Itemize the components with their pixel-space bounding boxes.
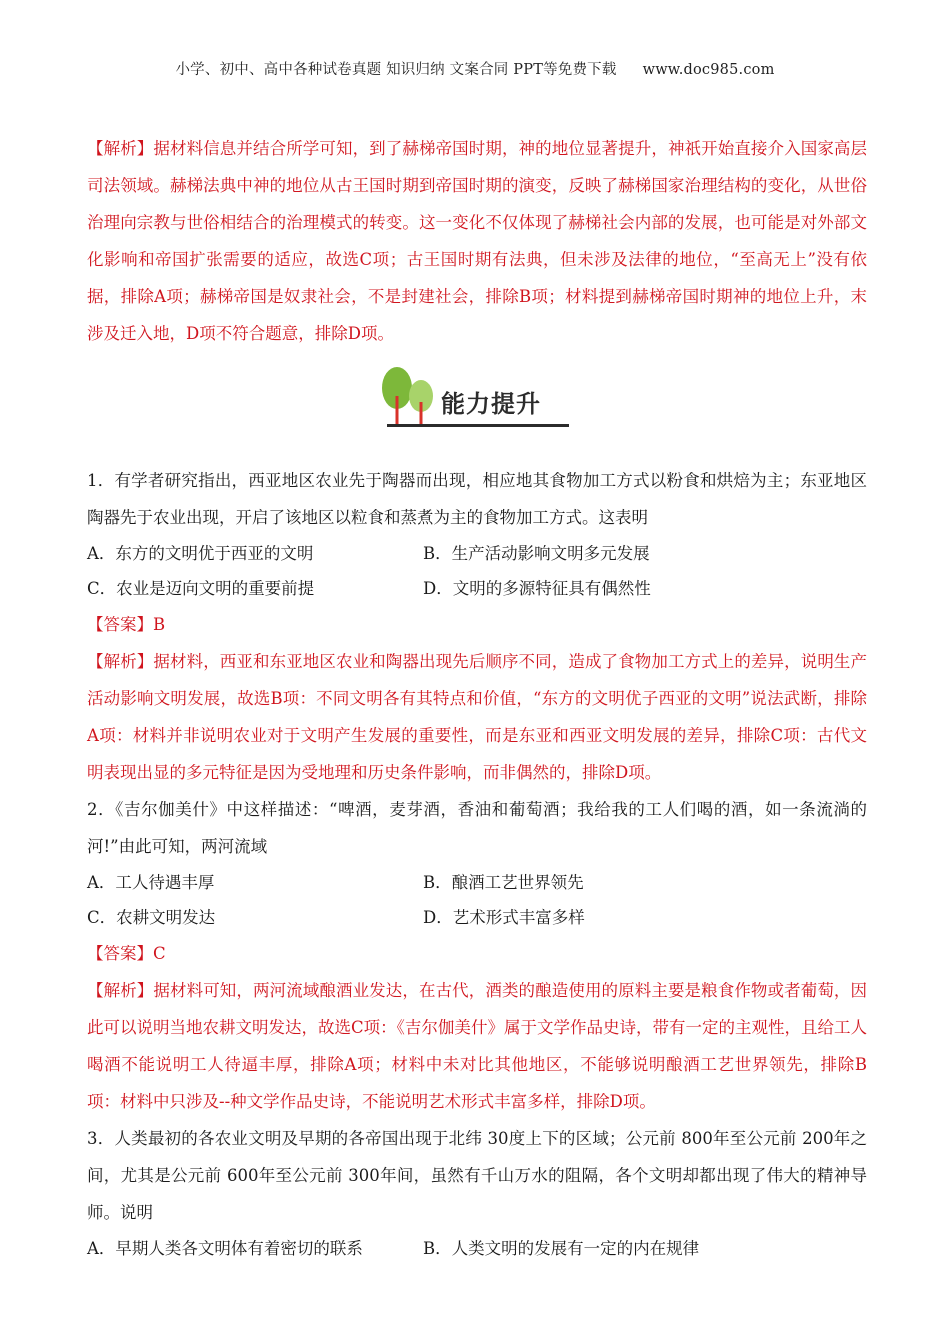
option-d: D．艺术形式丰富多样 [423, 908, 585, 927]
option-b: B．酿酒工艺世界领先 [423, 873, 584, 892]
options-row [87, 1231, 867, 1266]
document-body [87, 130, 867, 1266]
options-row [87, 536, 867, 571]
options-row [87, 571, 867, 606]
analysis-text: 据材料信息并结合所学可知，到了赫梯帝国时期，神的地位显著提升，神祇开始直接介入国家高层司法领域。赫梯法典中神的地位从古王国时期到帝国时期的演变，反映了赫梯国家治理结构的变化，从世俗治理向宗教与世俗相结合的治理模式的转变。这一变化不仅体现了赫梯社会内部的发展，也可能是对外部文化影响和帝国扩张需要的适应，故选C项；古王国时期有法典，但未涉及法律的地位，“至高无上”没有依据，排除A项；赫梯帝国是奴隶社会，不是封建社会，排除B项；材料提到赫梯帝国时期神的地位上升，末涉及迁入地，D项不符合题意，排除D项。 [87, 139, 868, 343]
analysis-label: 【解析】 [87, 981, 154, 1000]
banner-underline [387, 424, 569, 427]
section-title: 能力提升 [441, 390, 541, 418]
question-2 [87, 791, 867, 1120]
option-b: B．生产活动影响文明多元发展 [423, 544, 650, 563]
question-stem: 1．有学者研究指出，西亚地区农业先于陶器而出现，相应地其食物加工方式以粉食和烘焙为主；东亚地区陶器先于农业出现，开启了该地区以粒食和蒸煮为主的食物加工方式。这表明 [87, 471, 867, 527]
answer [87, 935, 867, 972]
analysis-text: 据材料可知，两河流域酿酒业发达，在古代，酒类的酿造使用的原料主要是粮食作物或者葡萄，因此可以说明当地农耕文明发达，故选C项：《吉尔伽美什》属于文学作品史诗，带有一定的主观性，且给工人喝酒不能说明工人待逼丰厚，排除A项；材料中未对比其他地区，不能够说明酿酒工艺世界领先，排除B项：材料中只涉及--种文学作品史诗，不能说明艺术形式丰富多样，排除D项。 [87, 981, 868, 1111]
answer-label: 【答案】 [87, 944, 153, 963]
analysis-text: 据材料，西亚和东亚地区农业和陶器出现先后顺序不同，造成了食物加工方式上的差异，说明生产活动影响文明发展，故选B项：不同文明各有其特点和价值，“东方的文明优子西亚的文明”说法武断，排除A项：材料并非说明农业对于文明产生发展的重要性，而是东亚和西亚文明发展的差异，排除C项：古代文明表现出显的多元特征是因为受地理和历史条件影响，而非偶然的，排除D项。 [87, 652, 868, 782]
analysis-label: 【解析】 [87, 139, 154, 158]
option-d: D．文明的多源特征具有偶然性 [423, 579, 651, 598]
answer-value: B [153, 615, 166, 634]
two-trees-icon [377, 366, 441, 428]
options-row [87, 900, 867, 935]
option-b: B．人类文明的发展有一定的内在规律 [423, 1239, 700, 1258]
page-header [0, 58, 950, 79]
option-c: C．农耕文明发达 [87, 908, 216, 927]
question-1 [87, 462, 867, 791]
section-banner [87, 366, 867, 442]
analysis [87, 643, 867, 791]
options-row [87, 865, 867, 900]
question-stem: 3．人类最初的各农业文明及早期的各帝国出现于北纬 30度上下的区域；公元前 800年至公元前 200年之间，尤其是公元前 600年至公元前 300年间，虽然有千山万水的阻隔，各个文明却都出现了伟大的精神导师。说明 [87, 1129, 867, 1222]
analysis-label: 【解析】 [87, 652, 154, 671]
option-c: C．农业是迈向文明的重要前提 [87, 579, 315, 598]
question-3 [87, 1120, 867, 1266]
answer-label: 【答案】 [87, 615, 153, 634]
header-url[interactable]: www.doc985.com [642, 62, 775, 78]
option-a: A．早期人类各文明体有着密切的联系 [87, 1239, 363, 1258]
option-a: A．工人待遇丰厚 [87, 873, 215, 892]
option-a: A．东方的文明优于西亚的文明 [87, 544, 314, 563]
header-text: 小学、初中、高中各种试卷真题 知识归纳 文案合同 PPT等免费下载 [175, 62, 617, 78]
intro-analysis [87, 130, 867, 352]
answer [87, 606, 867, 643]
analysis [87, 972, 867, 1120]
answer-value: C [153, 944, 166, 963]
question-stem: 2．《吉尔伽美什》中这样描述：“啤酒，麦芽酒，香油和葡萄酒；我给我的工人们喝的酒，如一条流淌的河!”由此可知，两河流域 [87, 800, 867, 856]
